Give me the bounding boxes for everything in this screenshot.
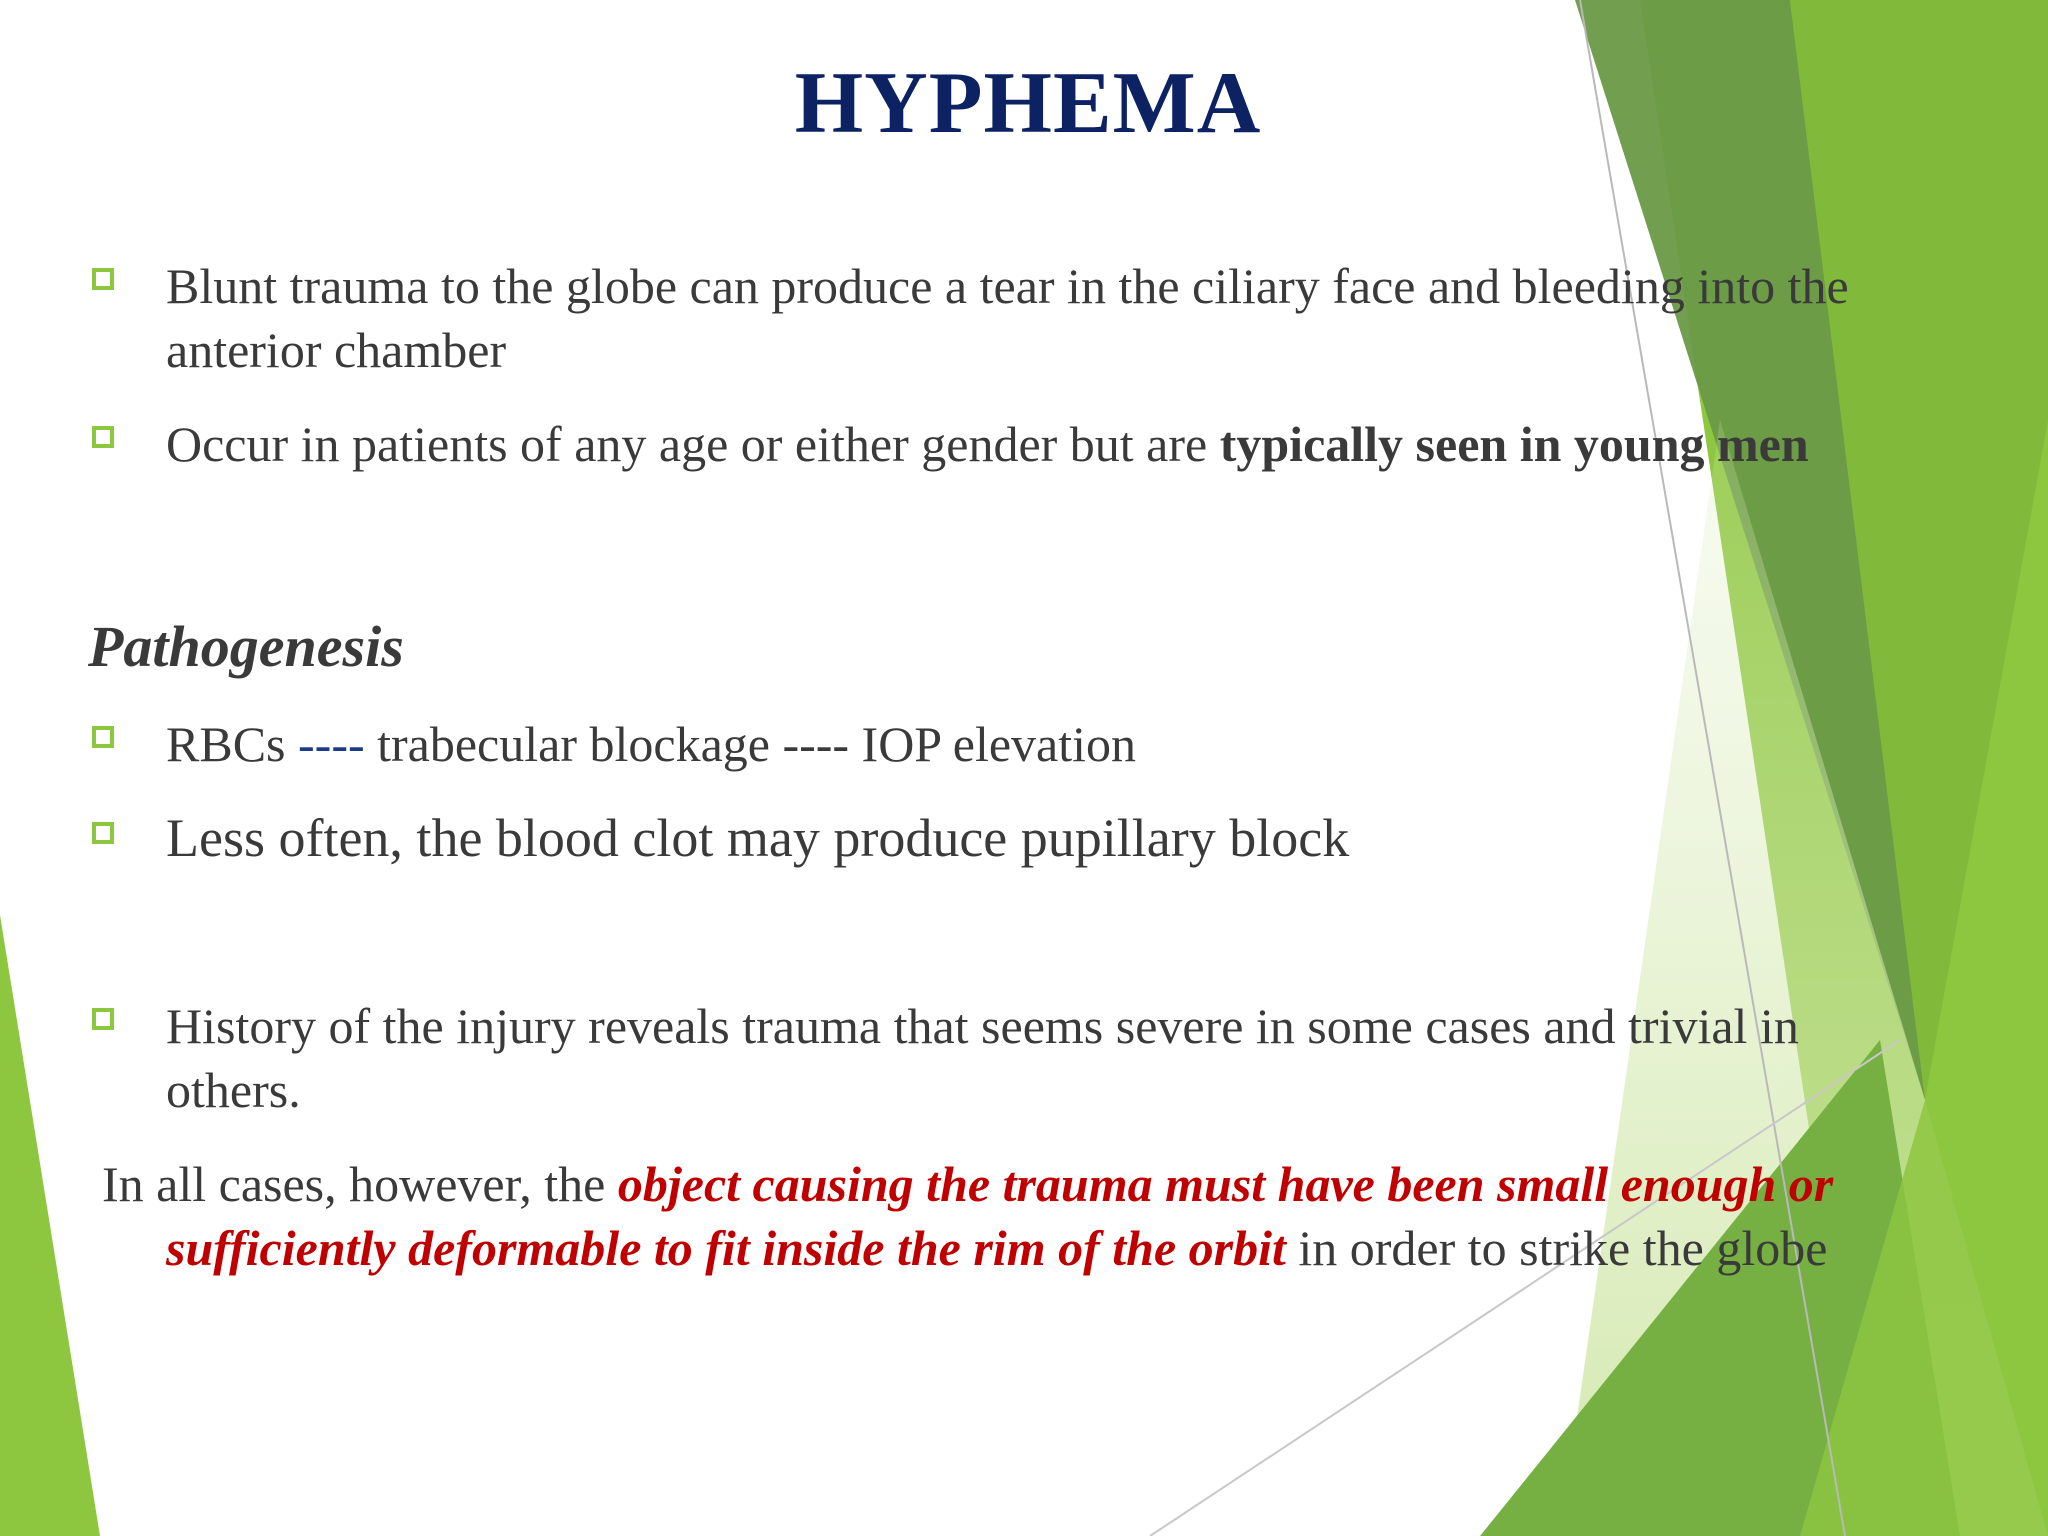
pathogenesis-heading: Pathogenesis <box>88 614 404 679</box>
bullet-pupillary-block-text: Less often, the blood clot may produce pupillary block <box>166 808 1350 868</box>
bullet-rbcs-part1: RBCs <box>166 716 299 772</box>
hollow-square-bullet-icon <box>92 426 114 448</box>
closing-emphasis-line2: sufficiently deformable to fit inside the rim of the orbit <box>166 1220 1286 1276</box>
slide-title <box>0 52 2048 156</box>
slide-title-text: HYPHEMA <box>794 55 1262 152</box>
bullet-blunt-trauma-line1: Blunt trauma to the globe can produce a tear in the ciliary face and bleeding into the <box>166 258 1849 314</box>
bullet-patients <box>88 412 1988 476</box>
bullet-blunt-trauma <box>88 254 1988 382</box>
hollow-square-bullet-icon <box>92 726 114 748</box>
hollow-square-bullet-icon <box>92 1008 114 1030</box>
bullet-blunt-trauma-line2: anterior chamber <box>166 322 507 378</box>
bullet-patients-bold: typically seen in young men <box>1219 416 1809 472</box>
bullet-rbcs-part2: trabecular blockage ---- IOP elevation <box>364 716 1137 772</box>
closing-tail: in order to strike the globe <box>1285 1220 1828 1276</box>
bullet-rbcs <box>88 712 1988 776</box>
bullet-rbcs-dash: ---- <box>298 716 365 772</box>
bullet-history-line2: others. <box>166 1062 301 1118</box>
bullet-history <box>88 994 1988 1122</box>
hollow-square-bullet-icon <box>92 268 114 290</box>
bullet-patients-plain: Occur in patients of any age or either gender but are <box>166 416 1220 472</box>
left-green-sliver <box>0 915 100 1536</box>
bullet-history-line1: History of the injury reveals trauma that seems severe in some cases and trivial in <box>166 998 1799 1054</box>
hollow-square-bullet-icon <box>92 822 114 844</box>
closing-emphasis-line1: object causing the trauma must have been small enough or <box>617 1156 1834 1212</box>
bullet-pupillary-block <box>88 806 1988 870</box>
closing-paragraph <box>102 1152 2002 1280</box>
closing-lead: In all cases, however, the <box>102 1156 618 1212</box>
